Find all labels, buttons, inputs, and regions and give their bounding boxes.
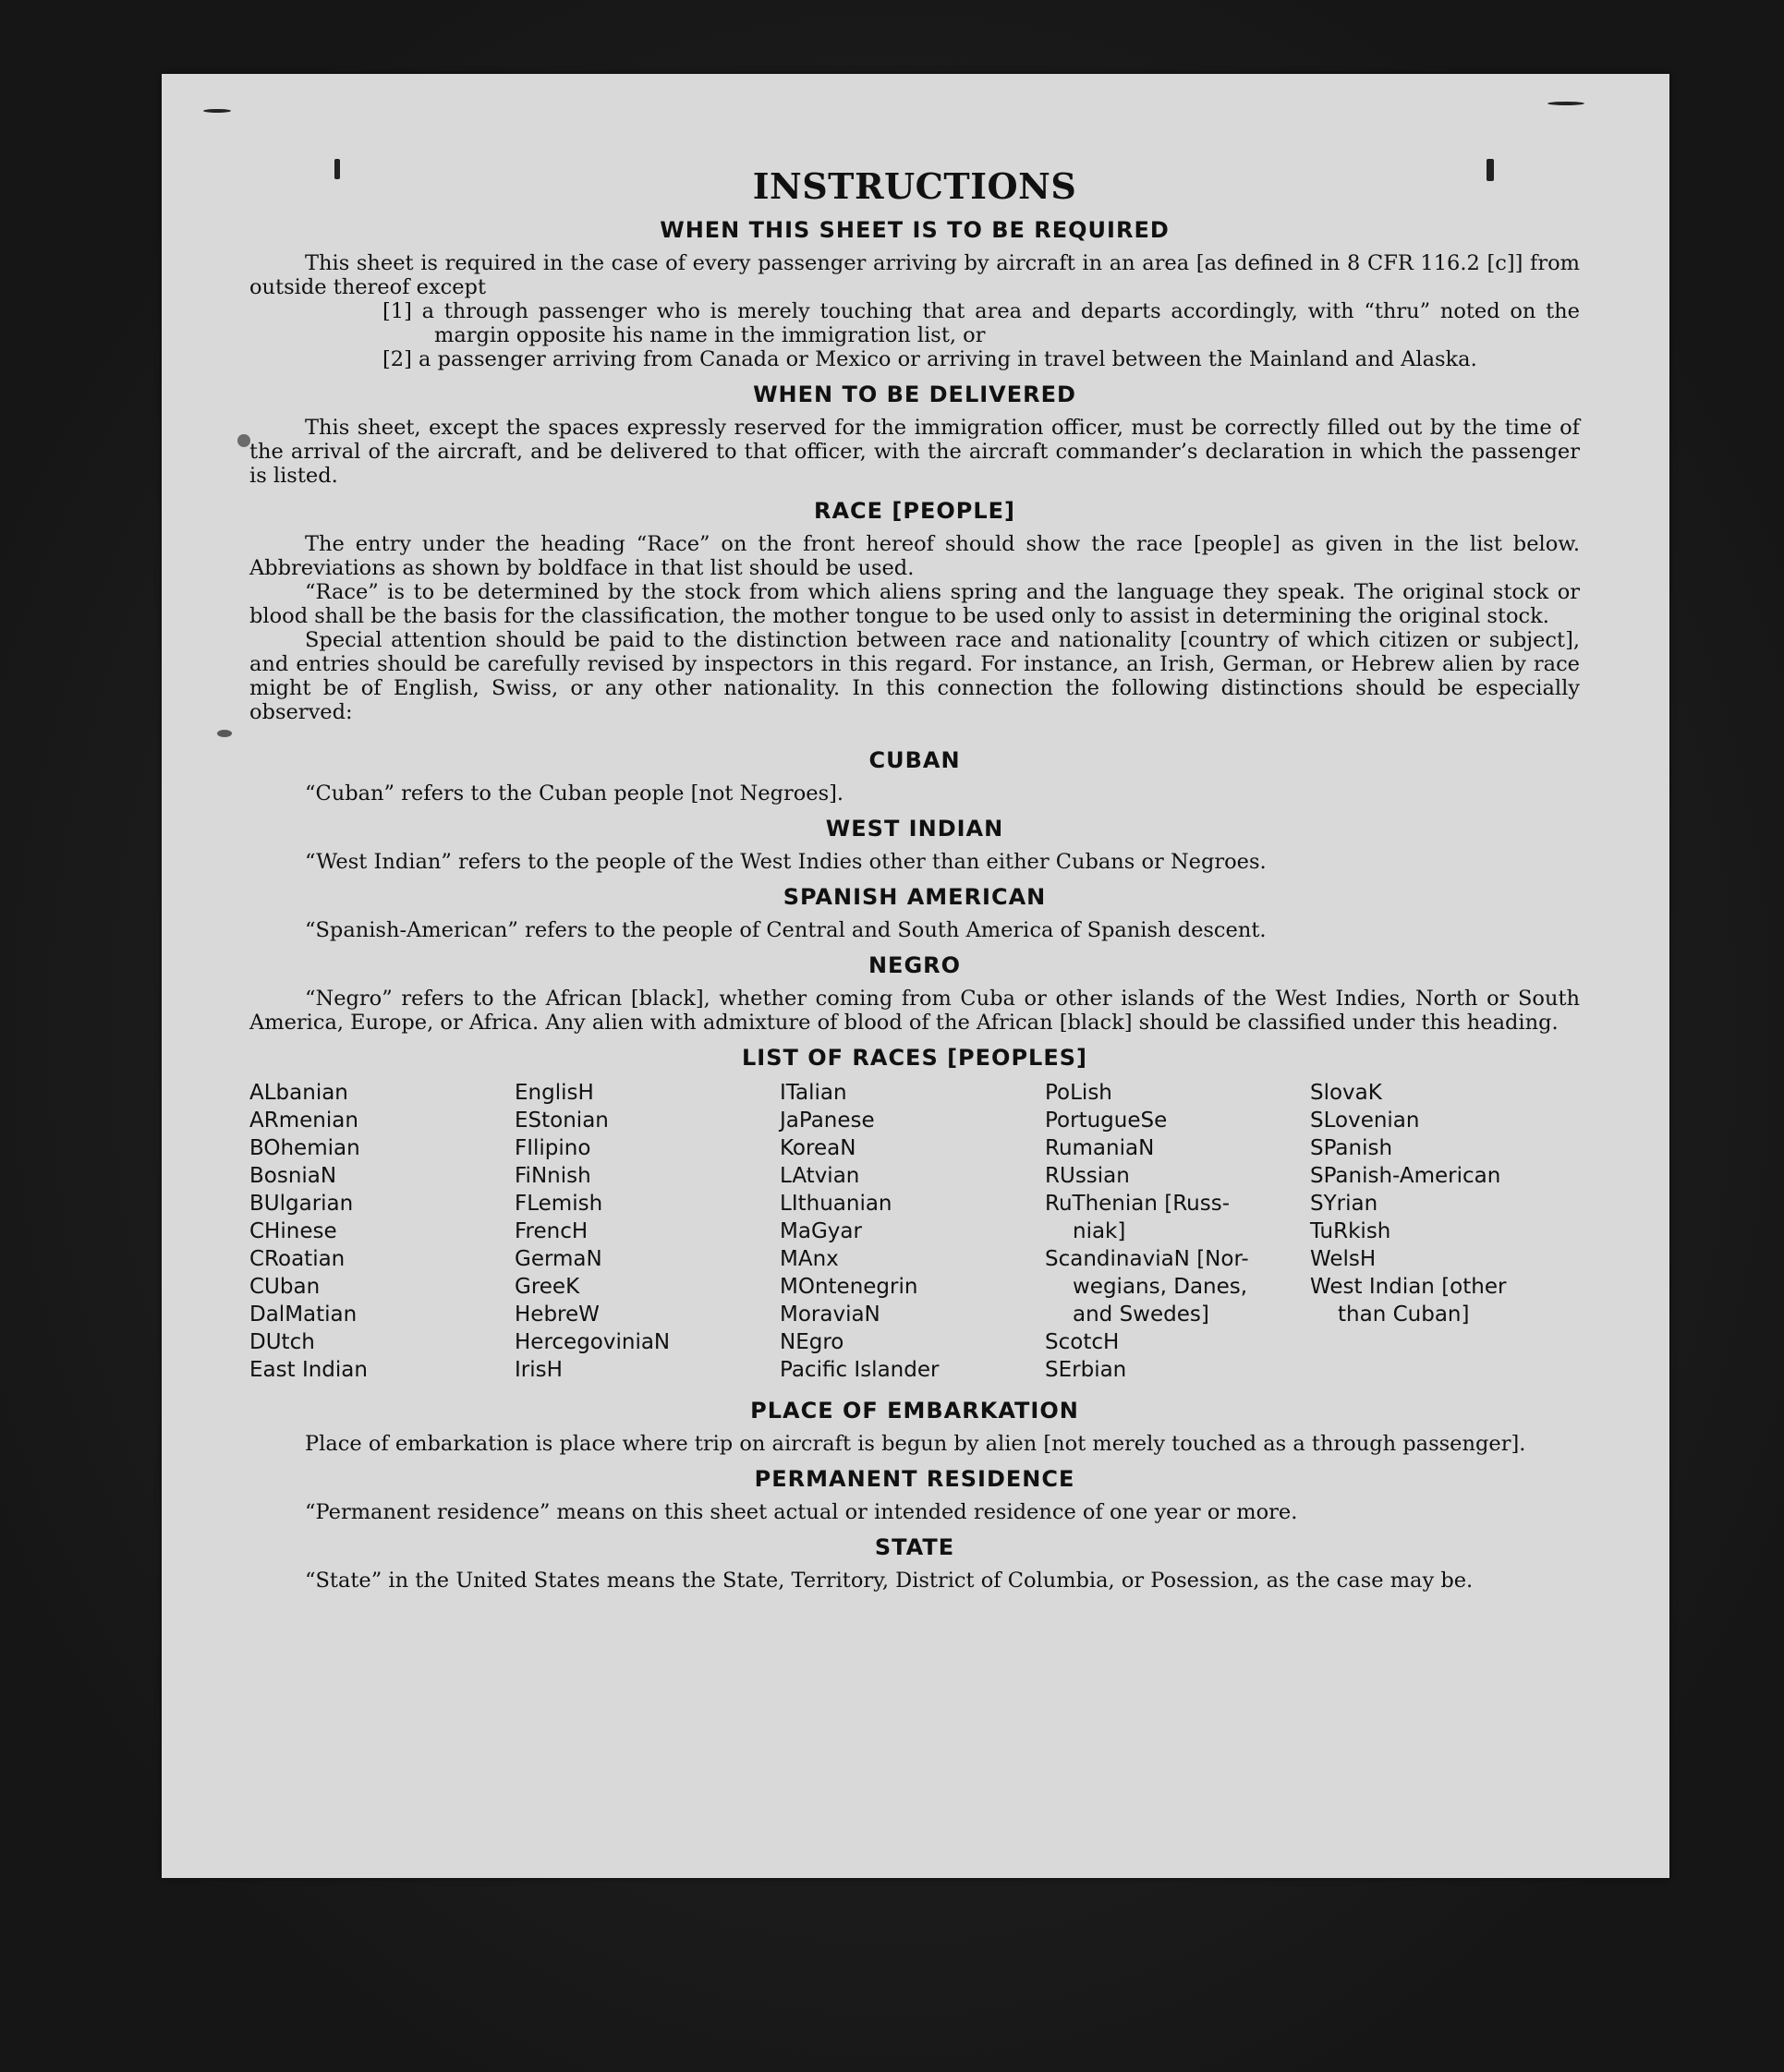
race-item: RuThenian [Russ- (1045, 1192, 1231, 1216)
race-item: MaGyar (780, 1219, 862, 1243)
race-item: BosniaN (249, 1164, 337, 1188)
state-text: “State” in the United States means the State, Territory, District of Columbia, or Posession, as the case may be. (305, 1569, 1474, 1593)
race-item-continuation: wegians, Danes, (1073, 1275, 1248, 1299)
residence-text: “Permanent residence” means on this sheet actual or intended residence of one year or more. (305, 1500, 1298, 1524)
race-item: MoraviaN (780, 1303, 880, 1327)
race-item: FiNnish (515, 1164, 591, 1188)
race-item: SlovaK (1310, 1081, 1382, 1105)
race-item: RumaniaN (1045, 1136, 1155, 1160)
race-item: IrisH (515, 1358, 563, 1382)
race-item: SLovenian (1310, 1109, 1420, 1133)
race-item: LIthuanian (780, 1192, 892, 1216)
required-item-1: [1] a through passenger who is merely touching that area and departs accordingly, with “thru” noted on the margin opposite his name in the immigration list, or (382, 299, 1580, 347)
race-item: SErbian (1045, 1358, 1127, 1382)
race-item: ARmenian (249, 1109, 358, 1133)
race-item: NEgro (780, 1330, 844, 1354)
race-item: SPanish (1310, 1136, 1393, 1160)
race-item: CUban (249, 1275, 321, 1299)
heading-residence: PERMANENT RESIDENCE (754, 1466, 1075, 1492)
negro-text: “Negro” refers to the African [black], whether coming from Cuba or other islands of the West Indies, North or South America, Europe, or Africa. Any alien with admixture of blood of the African [black] should be classified under this heading. (249, 987, 1580, 1035)
west-indian-text: “West Indian” refers to the people of the West Indies other than either Cubans or Negroes. (305, 850, 1267, 874)
scan-mark (217, 730, 232, 737)
race-item: BOhemian (249, 1136, 360, 1160)
required-intro: This sheet is required in the case of every passenger arriving by aircraft in an area [as defined in 8 CFR 116.2 [c]] from outside thereof except (249, 251, 1580, 299)
race-item: PoLish (1045, 1081, 1112, 1105)
race-item: West Indian [other (1310, 1275, 1507, 1299)
cuban-text: “Cuban” refers to the Cuban people [not Negroes]. (305, 782, 844, 806)
race-item: FIlipino (515, 1136, 591, 1160)
race-item: BUlgarian (249, 1192, 354, 1216)
race-item: DalMatian (249, 1303, 358, 1327)
race-item: CHinese (249, 1219, 337, 1243)
race-item: ScandinaviaN [Nor- (1045, 1247, 1249, 1271)
race-item: JaPanese (780, 1109, 875, 1133)
race-paragraph-1: The entry under the heading “Race” on the front hereof should show the race [people] as given in the list below. Abbreviations as shown by boldface in that list should be used. (249, 532, 1580, 580)
heading-west-indian: WEST INDIAN (825, 816, 1004, 842)
race-column-3 (780, 1079, 1045, 1384)
heading-negro: NEGRO (868, 952, 962, 978)
race-item: FLemish (515, 1192, 603, 1216)
race-item-continuation: than Cuban] (1338, 1303, 1470, 1327)
race-item: PortugueSe (1045, 1109, 1168, 1133)
race-item: ALbanian (249, 1081, 348, 1105)
heading-race: RACE [PEOPLE] (813, 498, 1016, 524)
required-item-2: [2] a passenger arriving from Canada or Mexico or arriving in travel between the Mainland and Alaska. (382, 347, 1477, 371)
race-item: RUssian (1045, 1164, 1130, 1188)
race-column-5 (1310, 1079, 1580, 1384)
delivered-text: This sheet, except the spaces expressly reserved for the immigration officer, must be correctly filled out by the time of the arrival of the aircraft, and be delivered to that officer, with the aircraft commander’s declaration in which the passenger is listed. (249, 416, 1580, 488)
page-title: INSTRUCTIONS (752, 165, 1077, 207)
race-item: WelsH (1310, 1247, 1377, 1271)
race-list (249, 1079, 1580, 1384)
race-item: HebreW (515, 1303, 600, 1327)
scan-mark (237, 434, 250, 447)
document-body (249, 166, 1580, 1593)
race-paragraph-3: Special attention should be paid to the distinction between race and nationality [country of which citizen or subject], and entries should be carefully revised by inspectors in this regard. For instance, an Irish, German, or Hebrew alien by race might be of English, Swiss, or any other nationality. In this connection the following distinctions should be especially observed: (249, 628, 1580, 724)
race-item: HercegoviniaN (515, 1330, 671, 1354)
race-item: MOntenegrin (780, 1275, 918, 1299)
race-item: GreeK (515, 1275, 580, 1299)
race-column-1 (249, 1079, 515, 1384)
race-item: EStonian (515, 1109, 609, 1133)
race-paragraph-2: “Race” is to be determined by the stock from which aliens spring and the language they speak. The original stock or blood shall be the basis for the classification, the mother tongue to be used only to assist in determining the original stock. (249, 580, 1580, 628)
heading-required: WHEN THIS SHEET IS TO BE REQUIRED (660, 217, 1170, 243)
race-item: FrencH (515, 1219, 589, 1243)
race-item: GermaN (515, 1247, 602, 1271)
race-item: ScotcH (1045, 1330, 1120, 1354)
heading-spanish-american: SPANISH AMERICAN (783, 884, 1047, 910)
heading-embarkation: PLACE OF EMBARKATION (750, 1398, 1079, 1424)
race-item: LAtvian (780, 1164, 860, 1188)
heading-delivered: WHEN TO BE DELIVERED (753, 382, 1076, 407)
document-sheet (162, 74, 1669, 1878)
race-item: SYrian (1310, 1192, 1378, 1216)
spanish-american-text: “Spanish-American” refers to the people of Central and South America of Spanish descent. (305, 918, 1267, 942)
race-item-continuation: niak] (1073, 1219, 1126, 1243)
race-item: CRoatian (249, 1247, 346, 1271)
race-item: TuRkish (1310, 1219, 1391, 1243)
race-item: DUtch (249, 1330, 315, 1354)
race-item: East Indian (249, 1358, 368, 1382)
scan-mark (203, 109, 231, 113)
heading-state: STATE (874, 1534, 955, 1560)
race-item: ITalian (780, 1081, 847, 1105)
race-item: SPanish-American (1310, 1164, 1501, 1188)
embarkation-text: Place of embarkation is place where trip on aircraft is begun by alien [not merely touched as a through passenger]. (305, 1432, 1526, 1456)
heading-list-of-races: LIST OF RACES [PEOPLES] (742, 1045, 1087, 1071)
heading-cuban: CUBAN (868, 747, 961, 773)
race-item: EnglisH (515, 1081, 594, 1105)
race-column-4 (1045, 1079, 1310, 1384)
scan-mark (1547, 102, 1584, 105)
race-item: Pacific Islander (780, 1358, 940, 1382)
race-item: MAnx (780, 1247, 839, 1271)
race-item: KoreaN (780, 1136, 856, 1160)
race-item-continuation: and Swedes] (1073, 1303, 1209, 1327)
race-column-2 (515, 1079, 780, 1384)
